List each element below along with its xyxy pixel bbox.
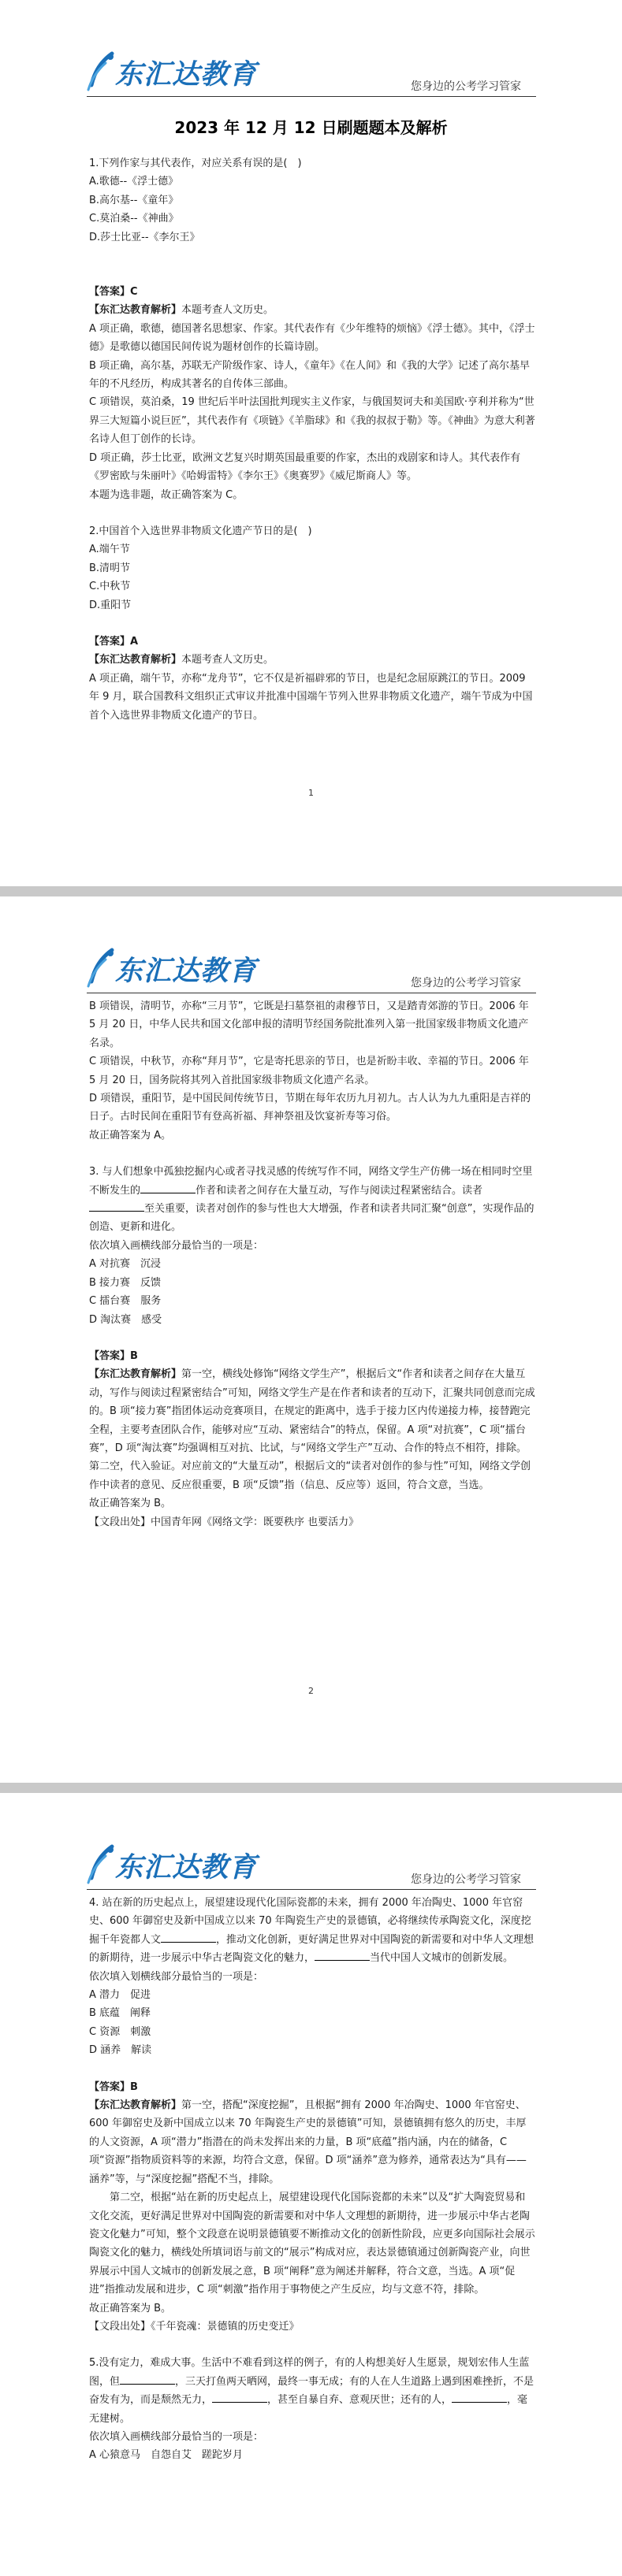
option: C.莫泊桑--《神曲》 [89, 213, 179, 225]
stem-text: 4. 站在新的历史起点上，展望建设现代化国际瓷都的未来，拥有 2000 年冶陶史、1000 年官窑史、600 年御窑史及新中国成立以来 70 年陶瓷生产史的景德镇，必将继续传承陶瓷文化，深度挖掘千年瓷都人文 [89, 1897, 531, 1946]
question-prompt: 依次填入画横线部分最恰当的一项是： [89, 1239, 264, 1252]
explanation-text: 第一空，横线处修饰“网络文学生产”，根据后文“作者和读者之间存在大量互动，写作与阅读过程紧密结合”可知，网络文学生产是在作者和读者的互动下，汇聚共同创意而完成的。B 项“接力赛”指团体运动竞赛项目，在规定的距离中，选手于接力区内传递接力棒，接替跑完全程，主要考查团队合作，能够对应“互动、紧密结合”的特点，保留。A 项“对抗赛”，C 项“擂台赛”，D 项“淘汰赛”均强调相互对抗、比试，与“网络文学生产”互动、合作的特点不相符，排除。 [89, 1368, 535, 1454]
option: A 心猿意马 自怨自艾 蹉跎岁月 [89, 2449, 244, 2462]
header-divider [87, 96, 536, 97]
explanation-line: A 项正确，歌德，德国著名思想家、作家。其代表作有《少年维特的烦恼》《浮士德》。其中，《浮士德》是歌德以德国民间传说为题材创作的长篇诗剧。 [89, 322, 535, 354]
page-header [0, 896, 622, 991]
brand-logo-text: 东汇达教育 [115, 956, 258, 987]
document-title: 2023 年 12 月 12 日刷题题本及解析 [174, 118, 448, 137]
option: B.清明节 [89, 562, 131, 574]
explanation-line: 第二空，代入验证。对应前文的“大量互动”，根据后文的“读者对创作的参与性”可知，网络文学创作中读者的意见、反应很重要，B 项“反馈”指（信息、反应等）返回，符合文意，当选。 [89, 1461, 531, 1491]
option: A 对抗赛 沉浸 [89, 1258, 162, 1271]
question-prompt: 依次填入划横线部分最恰当的一项是： [89, 1970, 264, 1983]
source-line: 【文段出处】中国青年网《网络文学：既要秩序 也要活力》 [89, 1516, 359, 1528]
option: B.高尔基--《童年》 [89, 194, 179, 206]
question-prompt: 依次填入画横线部分最恰当的一项是： [89, 2430, 264, 2443]
question-stem [89, 1163, 535, 1237]
document-page-1 [0, 0, 622, 886]
explanation-line: 本题为选非题，故正确答案为 C。 [89, 488, 244, 501]
explanation-line: C 项错误，莫泊桑，19 世纪后半叶法国批判现实主义作家，与俄国契诃夫和美国欧·亨利并称为“世界三大短篇小说巨匠”，其代表作有《项链》《羊脂球》和《我的叔叔于勒》等。《神曲》为意大利著名诗人但丁创作的长诗。 [89, 396, 535, 446]
fill-blank [452, 2391, 507, 2403]
explanation-tag: 【东汇达教育解析】 [89, 304, 182, 317]
explanation-line: 故正确答案为 B。 [89, 2302, 172, 2314]
question-stem: 1.下列作家与其代表作，对应关系有误的是( ) [89, 158, 302, 169]
pen-logo-icon [85, 50, 117, 93]
answer-label: 【答案】A [89, 635, 139, 648]
question-4 [89, 1894, 535, 2465]
brand-tagline: 您身边的公考学习管家 [411, 977, 521, 989]
question-stem [89, 1894, 535, 1968]
explanation-line [89, 1365, 535, 1457]
stem-text: 至关重要，读者对创作的参与性也大大增强，作者和读者共同汇聚“创意”，实现作品的创造、更新和进化。 [89, 1203, 534, 1234]
document-page-2 [0, 896, 622, 1783]
explanation-line: C 项错误，中秋节，亦称“拜月节”，它是寄托思亲的节日，也是祈盼丰收、幸福的节日。2006 年 5 月 20 日，国务院将其列入首批国家级非物质文化遗产名录。 [89, 1056, 529, 1086]
fill-blank [212, 2391, 267, 2403]
header-divider [87, 1889, 536, 1890]
fill-blank [161, 1931, 216, 1943]
question-2-continued [89, 997, 535, 1531]
explanation-line: B 项正确，高尔基，苏联无产阶级作家、诗人，《童年》《在人间》和《我的大学》记述了高尔基早年的不凡经历，构成其著名的自传体三部曲。 [89, 359, 531, 391]
option: C 资源 刺激 [89, 2025, 151, 2038]
source-line: 【文段出处】《千年瓷魂：景德镇的历史变迁》 [89, 2320, 300, 2333]
explanation-line: A 项正确，端午节，亦称“龙舟节”，它不仅是祈福辟邪的节日，也是纪念屈原跳江的节日。2009 年 9 月，联合国教科文组织正式审议并批准中国端午节列入世界非物质文化遗产，端午节成为中国首个入选世界非物质文化遗产的节日。 [89, 672, 533, 722]
option: D.莎士比亚--《李尔王》 [89, 231, 200, 243]
question-stem [89, 2354, 535, 2428]
option: A 潜力 促进 [89, 1989, 151, 2002]
explanation-tag: 【东汇达教育解析】 [89, 1368, 182, 1381]
answer-label: 【答案】C [89, 286, 138, 299]
page-header [0, 1793, 622, 1887]
explanation-tag: 【东汇达教育解析】 [89, 2099, 182, 2112]
option: B 接力赛 反馈 [89, 1276, 162, 1289]
answer-label: 【答案】B [89, 2080, 138, 2093]
option: B 底蕴 阐释 [89, 2007, 151, 2020]
explanation-text: 第一空，搭配“深度挖掘”，且根据“拥有 2000 年冶陶史、1000 年官窑史、600 年御窑史及新中国成立以来 70 年陶瓷生产史的景德镇”可知，景德镇拥有悠久的历史，丰厚的人文资源，A 项“潜力”指潜在的尚未发挥出来的力量，B 项“底蕴”指内涵，内在的储备，C 项“资源”指物质资料等的来源，均符合文意，保留。D 项“涵养”意为修养，通常表达为“具有——涵养”等，与“深度挖掘”搭配不当，排除。 [89, 2099, 527, 2185]
explanation-line [89, 651, 535, 669]
pen-logo-icon [85, 947, 117, 989]
explanation-line: 故正确答案为 B。 [89, 1498, 172, 1510]
question-stem: 2.中国首个入选世界非物质文化遗产节日的是( ) [89, 525, 312, 537]
explanation-line: D 项正确，莎士比亚，欧洲文艺复兴时期英国最重要的作家，杰出的戏剧家和诗人。其代表作有《罗密欧与朱丽叶》《哈姆雷特》《李尔王》《奥赛罗》《威尼斯商人》等。 [89, 451, 521, 483]
explanation-line [89, 2096, 535, 2188]
option: D 涵养 解读 [89, 2044, 152, 2057]
option: A.歌德--《浮士德》 [89, 176, 179, 188]
brand-logo [85, 1843, 259, 1886]
page-header [0, 0, 622, 95]
brand-logo [85, 947, 259, 989]
explanation-text: 本题考查人文历史。 [181, 304, 274, 317]
answer-label: 【答案】B [89, 1349, 138, 1362]
option: D 淘汰赛 感受 [89, 1313, 162, 1326]
brand-logo [85, 50, 259, 93]
brand-logo-text: 东汇达教育 [115, 1852, 258, 1884]
explanation-line [89, 301, 535, 319]
option: C.中秋节 [89, 581, 131, 593]
brand-logo-text: 东汇达教育 [115, 59, 258, 91]
page-number: 2 [308, 1686, 314, 1696]
explanation-line: B 项错误，清明节，亦称“三月节”，它既是扫墓祭祖的肃穆节日，又是踏青郊游的节日。2006 年 5 月 20 日，中华人民共和国文化部申报的清明节经国务院批准列入第一批国家级非物质文化遗产名录。 [89, 1000, 529, 1049]
fill-blank [120, 2373, 175, 2385]
pen-logo-icon [85, 1843, 117, 1886]
explanation-line: 故正确答案为 A。 [89, 1129, 172, 1141]
brand-tagline: 您身边的公考学习管家 [411, 1873, 521, 1886]
option: D.重阳节 [89, 599, 132, 611]
question-1 [89, 154, 535, 725]
brand-tagline: 您身边的公考学习管家 [411, 80, 521, 93]
explanation-text: 本题考查人文历史。 [181, 654, 274, 666]
stem-text: ，推动文化创新，更好满足世界对中国陶瓷的新需要和对中华人文理想的新期待，进一步展示中华古老陶瓷文化的魅力， [89, 1933, 534, 1965]
explanation-tag: 【东汇达教育解析】 [89, 654, 182, 666]
document-page-3 [0, 1793, 622, 2576]
page-number: 1 [308, 788, 314, 798]
fill-blank [140, 1182, 196, 1193]
stem-text: ，毫无建树。 [89, 2394, 528, 2425]
fill-blank [315, 1949, 370, 1961]
option: C 擂台赛 服务 [89, 1295, 162, 1308]
fill-blank [89, 1200, 144, 1212]
stem-text: ，三天打鱼两天晒网，最终一事无成；有的人在人生道路上遇到困难挫折，不是奋发有为，而是颓然无力， [89, 2375, 534, 2407]
stem-text: 5.没有定力，难成大事。生活中不难看到这样的例子，有的人构想美好人生愿景，规划宏伟人生蓝图，但 [89, 2357, 530, 2388]
explanation-line: 第二空，根据“站在新的历史起点上，展望建设现代化国际瓷都的未来”以及“扩大陶瓷贸易和文化交流，更好满足世界对中国陶瓷的新需要和对中华人文理想的新期待，进一步展示中华古老陶瓷文化魅力”可知，整个文段意在说明景德镇要不断推动文化的创新性阶段，应更多向国际社会展示陶瓷文化的魅力，横线处所填词语与前文的“展示”构成对应，表达景德镇通过创新陶瓷产业，向世界展示中国人文城市的创新发展之意，B 项“阐释”意为阐述并解释，符合文意，当选。A 项“促进”指推动发展和进步，C 项“刺激”指作用于事物使之产生反应，均与文意不符，排除。 [89, 2192, 535, 2296]
stem-text: 当代中国人文城市的创新发展。 [370, 1952, 514, 1965]
stem-text: 作者和读者之间存在大量互动，写作与阅读过程紧密结合。读者 [196, 1184, 483, 1197]
option: A.端午节 [89, 544, 130, 556]
explanation-line: D 项错误，重阳节，是中国民间传统节日，节期在每年农历九月初九。古人认为九九重阳是吉祥的日子。古时民间在重阳节有登高祈福、拜神祭祖及饮宴祈寿等习俗。 [89, 1093, 531, 1123]
stem-text: ，甚至自暴自弃、意观厌世；还有的人， [267, 2394, 453, 2407]
stem-text: 3. 与人们想象中孤独挖掘内心或者寻找灵感的传统写作不同，网络文学生产仿佛一场在相同时空里不断发生的 [89, 1166, 533, 1197]
